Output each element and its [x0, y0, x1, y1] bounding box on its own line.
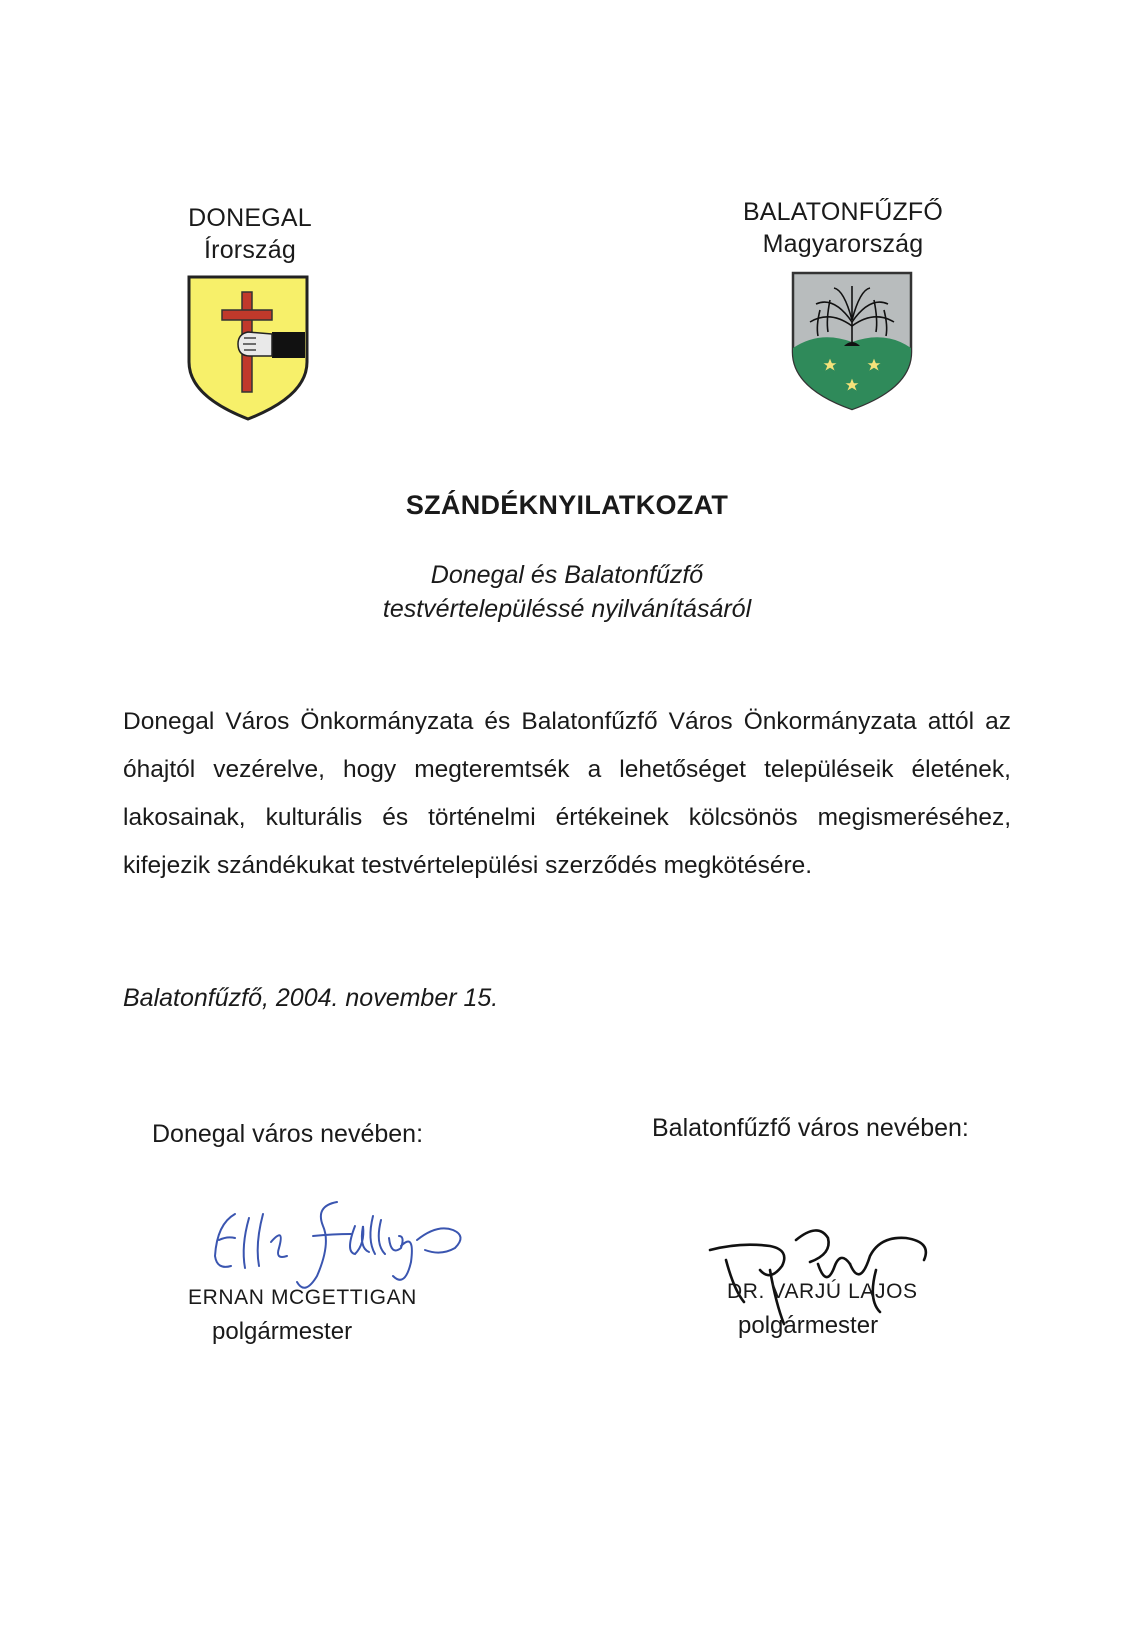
- right-party-name: BALATONFŰZFŐ: [742, 198, 944, 226]
- subtitle-line-1: Donegal és Balatonfűzfő: [430, 561, 704, 589]
- left-party-country: Írország: [204, 236, 296, 264]
- document-title: SZÁNDÉKNYILATKOZAT: [405, 490, 729, 520]
- document-subtitle: [0, 558, 1134, 626]
- right-signer-role: polgármester: [738, 1312, 879, 1339]
- left-on-behalf: Donegal város nevében:: [152, 1120, 424, 1148]
- declaration-body: Donegal Város Önkormányzata és Balatonfűzfő Város Önkormányzata attól az óhajtól vezérelve, hogy megteremtsék a lehetőséget településeik életének, lakosainak, kulturális és történelmi értékeinek kölcsönös megismeréséhez, kifejezik szándékukat testvértelepülési szerződés megkötésére.: [123, 708, 1011, 879]
- subtitle-line-2: testvértelepüléssé nyilvánításáról: [382, 595, 752, 623]
- right-signer-name: DR. VARJÚ LAJOS: [727, 1280, 918, 1303]
- document-date: Balatonfűzfő, 2004. november 15.: [123, 984, 499, 1012]
- right-party-country: Magyarország: [762, 230, 924, 258]
- right-on-behalf: Balatonfűzfő város nevében:: [652, 1114, 969, 1142]
- right-party-heading: [728, 196, 958, 260]
- left-signer-name: ERNAN MCGETTIGAN: [188, 1286, 417, 1309]
- left-party-heading: [150, 202, 350, 266]
- balatonfuzfo-coat-of-arms: [790, 270, 914, 412]
- left-party-name: DONEGAL: [188, 204, 312, 232]
- donegal-coat-of-arms: [186, 274, 310, 422]
- left-signer-role: polgármester: [212, 1318, 353, 1345]
